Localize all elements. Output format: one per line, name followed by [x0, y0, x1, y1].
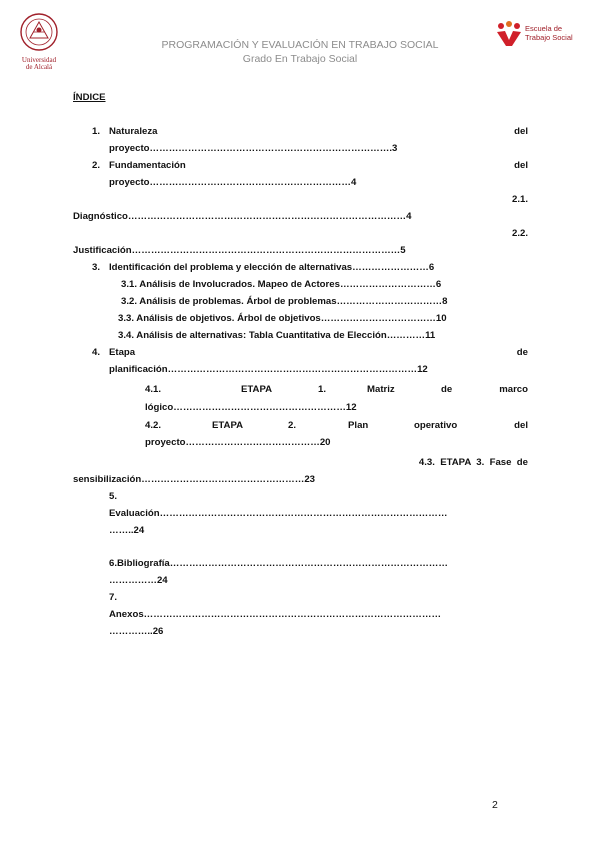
school-name-line2: Trabajo Social [525, 33, 573, 42]
toc-subentry-word: 2. [288, 420, 297, 431]
index-title: ÍNDICE [73, 92, 106, 103]
toc-entry-title: Evaluación……………………………………………………………………………… [109, 508, 448, 519]
toc-subentry: 3.1. Análisis de Involucrados. Mapeo de Actores…………………………6 [121, 279, 442, 290]
toc-entry-number: 3. [92, 262, 101, 273]
toc-entry-page-line: planificación……………………………………………………………………12 [109, 364, 428, 375]
toc-subentry-number: 4.1. [145, 384, 162, 395]
toc-subentry: 3.4. Análisis de alternativas: Tabla Cuantitativa de Elección…………11 [118, 330, 436, 341]
school-name-line1: Escuela de [525, 24, 563, 33]
page-number: 2 [492, 799, 498, 811]
toc-entry-page-line: ……..24 [109, 525, 145, 536]
header-title: PROGRAMACIÓN Y EVALUACIÓN EN TRABAJO SOCIAL [161, 39, 439, 51]
toc-subentry-word: 1. [318, 384, 327, 395]
toc-entry-page-line: proyecto………………………………………………………………….3 [109, 143, 398, 154]
toc-entry-word: de [516, 347, 528, 358]
university-name-line2: de Alcalá [25, 63, 53, 71]
toc-entry-word: del [514, 126, 528, 137]
toc-entry-page-line: Justificación…………………………………………………………………………5 [73, 245, 406, 256]
toc-entry-title: Anexos………………………………………………………………………………… [109, 609, 442, 620]
toc-entry-title: Etapa [109, 347, 136, 358]
toc-subentry-number: 4.2. [145, 420, 162, 431]
toc-subentry-word: del [514, 420, 528, 431]
toc-entry-title: 6.Bibliografía…………………………………………………………………………… [109, 558, 448, 569]
toc-subentry-word: operativo [414, 420, 458, 431]
toc-entry-page-line: Diagnóstico……………………………………………………………………………4 [73, 211, 412, 222]
toc-subentry-word: Matriz [367, 384, 395, 395]
people-figures-icon [495, 20, 523, 48]
toc-subentry-word: ETAPA [212, 420, 244, 431]
toc-entry-page-line: ……………24 [109, 575, 168, 586]
toc-entry-number: 5. [109, 491, 118, 502]
toc-entry-number: 2. [92, 160, 101, 171]
toc-subentry-page-line: sensibilización……………………………………………23 [73, 474, 316, 485]
toc-subentry-word: marco [499, 384, 528, 395]
toc-entry-number: 2.2. [511, 228, 528, 239]
toc-subentry: 3.3. Análisis de objetivos. Árbol de objetivos………………………………10 [118, 313, 447, 324]
header-subtitle: Grado En Trabajo Social [242, 53, 358, 65]
toc-subentry: 4.3. ETAPA 3. Fase de [418, 457, 528, 468]
toc-subentry-word: ETAPA [241, 384, 273, 395]
university-name-line1: Universidad [21, 56, 57, 64]
toc-entry-title: Fundamentación [109, 160, 186, 171]
toc-entry-number: 1. [92, 126, 101, 137]
toc-entry-title: Naturaleza [109, 126, 158, 137]
school-logo [495, 20, 580, 50]
toc-subentry-word: Plan [348, 420, 369, 431]
toc-subentry-word: de [441, 384, 453, 395]
toc-subentry: 3.2. Análisis de problemas. Árbol de problemas……………………………8 [121, 296, 448, 307]
toc-entry-number: 7. [109, 592, 118, 603]
toc-entry-word: del [514, 160, 528, 171]
toc-entry-number: 4. [92, 347, 101, 358]
toc-subentry-page-line: proyecto……………………………………20 [145, 437, 331, 448]
toc-subentry-page-line: lógico………………………………………………12 [145, 402, 357, 413]
toc-entry-page-line: proyecto………………………………………………………4 [109, 177, 357, 188]
toc-entry-number: 2.1. [511, 194, 528, 205]
toc-entry-title: Identificación del problema y elección de alternativas……………………6 [109, 262, 435, 273]
toc-entry-page-line: …………..26 [109, 626, 164, 637]
